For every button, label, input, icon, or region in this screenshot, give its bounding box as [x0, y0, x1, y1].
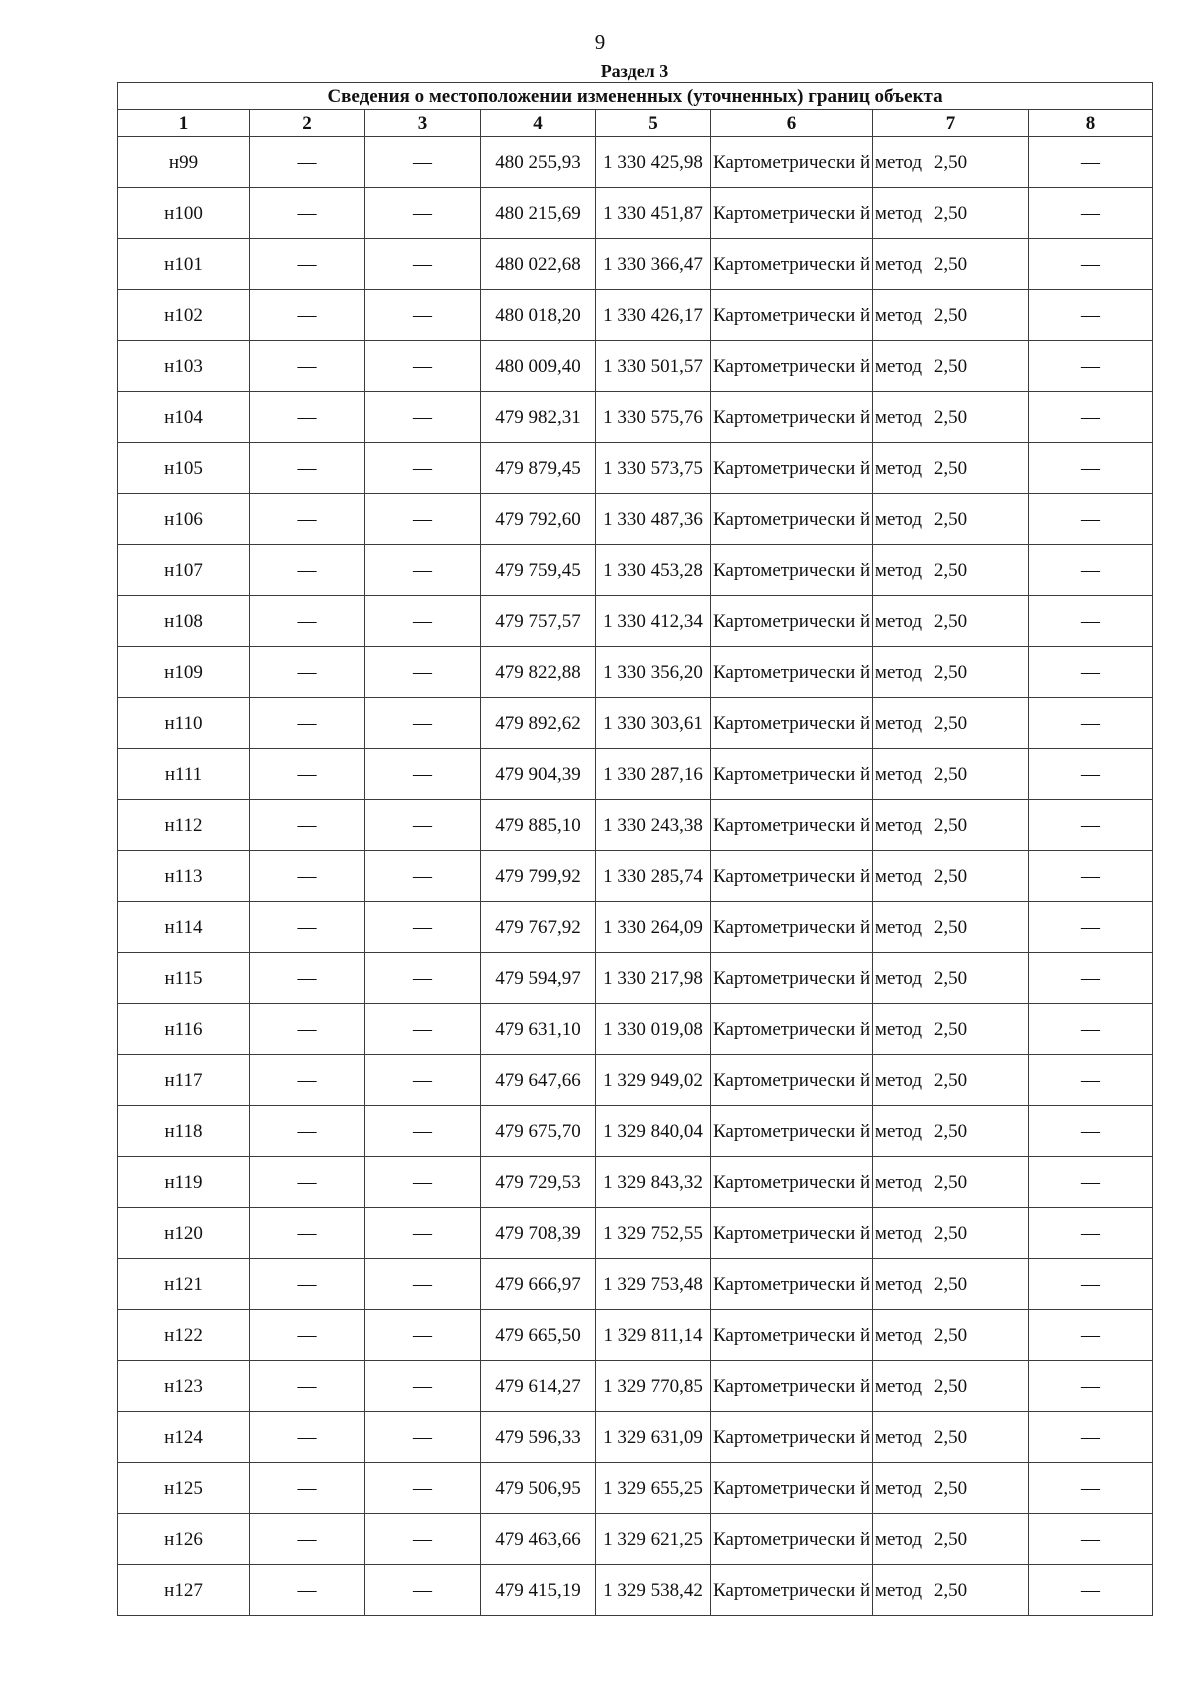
col4-value-cell: 479 822,88 — [481, 647, 596, 698]
col4-value-cell: 479 982,31 — [481, 392, 596, 443]
col7-value-cell: 2,50 — [873, 137, 1029, 188]
col4-value-cell: 479 759,45 — [481, 545, 596, 596]
col8-cell: — — [1029, 341, 1153, 392]
point-number-cell: н126 — [118, 1514, 250, 1565]
col2-cell: — — [250, 1514, 365, 1565]
col8-cell: — — [1029, 137, 1153, 188]
col3-cell: — — [365, 443, 481, 494]
table-row — [118, 698, 1153, 749]
col7-value-cell: 2,50 — [873, 1310, 1029, 1361]
col5-value-cell: 1 330 501,57 — [596, 341, 711, 392]
col5-value-cell: 1 329 840,04 — [596, 1106, 711, 1157]
col8-cell: — — [1029, 647, 1153, 698]
table-row — [118, 1004, 1153, 1055]
col7-value-cell: 2,50 — [873, 749, 1029, 800]
table-caption: Сведения о местоположении измененных (уточненных) границ объекта — [118, 83, 1153, 110]
col3-cell: — — [365, 902, 481, 953]
col8-cell: — — [1029, 1514, 1153, 1565]
point-number-cell: н114 — [118, 902, 250, 953]
point-number-cell: н105 — [118, 443, 250, 494]
col3-cell: — — [365, 392, 481, 443]
col3-cell: — — [365, 1004, 481, 1055]
col8-cell: — — [1029, 443, 1153, 494]
col2-cell: — — [250, 596, 365, 647]
table-row — [118, 1310, 1153, 1361]
col7-value-cell: 2,50 — [873, 1565, 1029, 1616]
column-number-3: 3 — [365, 110, 481, 137]
table-row — [118, 392, 1153, 443]
col2-cell: — — [250, 341, 365, 392]
col2-cell: — — [250, 443, 365, 494]
method-cell: Картометрически й метод — [711, 188, 873, 239]
col4-value-cell: 479 799,92 — [481, 851, 596, 902]
table-row — [118, 749, 1153, 800]
method-cell: Картометрически й метод — [711, 1565, 873, 1616]
col5-value-cell: 1 329 843,32 — [596, 1157, 711, 1208]
col5-value-cell: 1 330 019,08 — [596, 1004, 711, 1055]
col7-value-cell: 2,50 — [873, 1157, 1029, 1208]
table-row — [118, 1259, 1153, 1310]
col2-cell: — — [250, 1565, 365, 1616]
col2-cell: — — [250, 800, 365, 851]
col7-value-cell: 2,50 — [873, 1361, 1029, 1412]
col2-cell: — — [250, 749, 365, 800]
col3-cell: — — [365, 239, 481, 290]
col7-value-cell: 2,50 — [873, 1055, 1029, 1106]
col8-cell: — — [1029, 698, 1153, 749]
method-cell: Картометрически й метод — [711, 1412, 873, 1463]
col7-value-cell: 2,50 — [873, 494, 1029, 545]
col4-value-cell: 479 729,53 — [481, 1157, 596, 1208]
point-number-cell: н122 — [118, 1310, 250, 1361]
table-row — [118, 188, 1153, 239]
method-cell: Картометрически й метод — [711, 953, 873, 1004]
col2-cell: — — [250, 1412, 365, 1463]
table-row — [118, 239, 1153, 290]
point-number-cell: н113 — [118, 851, 250, 902]
col8-cell: — — [1029, 545, 1153, 596]
col5-value-cell: 1 330 356,20 — [596, 647, 711, 698]
col7-value-cell: 2,50 — [873, 1106, 1029, 1157]
col5-value-cell: 1 329 655,25 — [596, 1463, 711, 1514]
col4-value-cell: 479 792,60 — [481, 494, 596, 545]
method-cell: Картометрически й метод — [711, 1157, 873, 1208]
col8-cell: — — [1029, 1004, 1153, 1055]
method-cell: Картометрически й метод — [711, 443, 873, 494]
method-cell: Картометрически й метод — [711, 749, 873, 800]
point-number-cell: н104 — [118, 392, 250, 443]
method-cell: Картометрически й метод — [711, 647, 873, 698]
col8-cell: — — [1029, 239, 1153, 290]
col5-value-cell: 1 329 811,14 — [596, 1310, 711, 1361]
table-row — [118, 1361, 1153, 1412]
table-row — [118, 851, 1153, 902]
point-number-cell: н124 — [118, 1412, 250, 1463]
col8-cell: — — [1029, 1463, 1153, 1514]
method-cell: Картометрически й метод — [711, 902, 873, 953]
col3-cell: — — [365, 1055, 481, 1106]
col3-cell: — — [365, 1106, 481, 1157]
col5-value-cell: 1 330 573,75 — [596, 443, 711, 494]
method-cell: Картометрически й метод — [711, 545, 873, 596]
col5-value-cell: 1 330 366,47 — [596, 239, 711, 290]
col8-cell: — — [1029, 749, 1153, 800]
col8-cell: — — [1029, 1106, 1153, 1157]
col5-value-cell: 1 329 621,25 — [596, 1514, 711, 1565]
column-number-7: 7 — [873, 110, 1029, 137]
point-number-cell: н107 — [118, 545, 250, 596]
col5-value-cell: 1 330 451,87 — [596, 188, 711, 239]
method-cell: Картометрически й метод — [711, 1208, 873, 1259]
col2-cell: — — [250, 1106, 365, 1157]
col5-value-cell: 1 330 453,28 — [596, 545, 711, 596]
method-cell: Картометрически й метод — [711, 1055, 873, 1106]
point-number-cell: н109 — [118, 647, 250, 698]
col3-cell: — — [365, 1565, 481, 1616]
col4-value-cell: 479 675,70 — [481, 1106, 596, 1157]
col4-value-cell: 480 009,40 — [481, 341, 596, 392]
method-cell: Картометрически й метод — [711, 239, 873, 290]
col7-value-cell: 2,50 — [873, 443, 1029, 494]
col8-cell: — — [1029, 392, 1153, 443]
col2-cell: — — [250, 851, 365, 902]
table-body — [118, 137, 1153, 1616]
col7-value-cell: 2,50 — [873, 1004, 1029, 1055]
col2-cell: — — [250, 953, 365, 1004]
col3-cell: — — [365, 290, 481, 341]
col3-cell: — — [365, 545, 481, 596]
point-number-cell: н110 — [118, 698, 250, 749]
col3-cell: — — [365, 341, 481, 392]
table-row — [118, 1208, 1153, 1259]
table-row — [118, 953, 1153, 1004]
column-number-8: 8 — [1029, 110, 1153, 137]
col2-cell: — — [250, 1157, 365, 1208]
col5-value-cell: 1 329 631,09 — [596, 1412, 711, 1463]
col2-cell: — — [250, 1310, 365, 1361]
table-caption-row — [118, 83, 1153, 110]
column-number-4: 4 — [481, 110, 596, 137]
point-number-cell: н115 — [118, 953, 250, 1004]
col7-value-cell: 2,50 — [873, 239, 1029, 290]
table-row — [118, 290, 1153, 341]
col7-value-cell: 2,50 — [873, 392, 1029, 443]
col5-value-cell: 1 329 538,42 — [596, 1565, 711, 1616]
col5-value-cell: 1 330 575,76 — [596, 392, 711, 443]
col5-value-cell: 1 330 425,98 — [596, 137, 711, 188]
column-number-5: 5 — [596, 110, 711, 137]
boundary-coordinates-table — [117, 82, 1153, 1616]
col2-cell: — — [250, 1004, 365, 1055]
col5-value-cell: 1 330 285,74 — [596, 851, 711, 902]
col4-value-cell: 479 757,57 — [481, 596, 596, 647]
col5-value-cell: 1 330 303,61 — [596, 698, 711, 749]
col8-cell: — — [1029, 1361, 1153, 1412]
col3-cell: — — [365, 800, 481, 851]
method-cell: Картометрически й метод — [711, 392, 873, 443]
method-cell: Картометрически й метод — [711, 1361, 873, 1412]
column-number-2: 2 — [250, 110, 365, 137]
col7-value-cell: 2,50 — [873, 902, 1029, 953]
col3-cell: — — [365, 596, 481, 647]
col5-value-cell: 1 330 412,34 — [596, 596, 711, 647]
col2-cell: — — [250, 239, 365, 290]
point-number-cell: н123 — [118, 1361, 250, 1412]
col8-cell: — — [1029, 1565, 1153, 1616]
column-number-6: 6 — [711, 110, 873, 137]
col4-value-cell: 479 596,33 — [481, 1412, 596, 1463]
method-cell: Картометрически й метод — [711, 698, 873, 749]
table-row — [118, 494, 1153, 545]
col7-value-cell: 2,50 — [873, 647, 1029, 698]
col2-cell: — — [250, 137, 365, 188]
col8-cell: — — [1029, 953, 1153, 1004]
col3-cell: — — [365, 851, 481, 902]
col5-value-cell: 1 329 949,02 — [596, 1055, 711, 1106]
method-cell: Картометрически й метод — [711, 1463, 873, 1514]
point-number-cell: н103 — [118, 341, 250, 392]
method-cell: Картометрически й метод — [711, 494, 873, 545]
table-row — [118, 1463, 1153, 1514]
col2-cell: — — [250, 1463, 365, 1514]
col7-value-cell: 2,50 — [873, 800, 1029, 851]
col2-cell: — — [250, 494, 365, 545]
col4-value-cell: 479 708,39 — [481, 1208, 596, 1259]
col8-cell: — — [1029, 1310, 1153, 1361]
col4-value-cell: 479 666,97 — [481, 1259, 596, 1310]
col8-cell: — — [1029, 800, 1153, 851]
method-cell: Картометрически й метод — [711, 341, 873, 392]
col5-value-cell: 1 330 487,36 — [596, 494, 711, 545]
col7-value-cell: 2,50 — [873, 1463, 1029, 1514]
col2-cell: — — [250, 1361, 365, 1412]
col4-value-cell: 479 631,10 — [481, 1004, 596, 1055]
col2-cell: — — [250, 1055, 365, 1106]
table-row — [118, 800, 1153, 851]
point-number-cell: н108 — [118, 596, 250, 647]
col3-cell: — — [365, 1463, 481, 1514]
table-row — [118, 341, 1153, 392]
col2-cell: — — [250, 1259, 365, 1310]
col4-value-cell: 479 415,19 — [481, 1565, 596, 1616]
point-number-cell: н116 — [118, 1004, 250, 1055]
col3-cell: — — [365, 698, 481, 749]
col4-value-cell: 480 022,68 — [481, 239, 596, 290]
col8-cell: — — [1029, 596, 1153, 647]
col8-cell: — — [1029, 1208, 1153, 1259]
col8-cell: — — [1029, 902, 1153, 953]
point-number-cell: н100 — [118, 188, 250, 239]
method-cell: Картометрически й метод — [711, 1259, 873, 1310]
col4-value-cell: 480 018,20 — [481, 290, 596, 341]
col4-value-cell: 480 255,93 — [481, 137, 596, 188]
col3-cell: — — [365, 1514, 481, 1565]
col8-cell: — — [1029, 1055, 1153, 1106]
col4-value-cell: 479 506,95 — [481, 1463, 596, 1514]
col8-cell: — — [1029, 188, 1153, 239]
point-number-cell: н127 — [118, 1565, 250, 1616]
point-number-cell: н112 — [118, 800, 250, 851]
col7-value-cell: 2,50 — [873, 188, 1029, 239]
method-cell: Картометрически й метод — [711, 290, 873, 341]
section-title: Раздел 3 — [600, 61, 669, 81]
col5-value-cell: 1 329 752,55 — [596, 1208, 711, 1259]
col4-value-cell: 479 647,66 — [481, 1055, 596, 1106]
col7-value-cell: 2,50 — [873, 698, 1029, 749]
col4-value-cell: 479 665,50 — [481, 1310, 596, 1361]
col3-cell: — — [365, 1157, 481, 1208]
point-number-cell: н119 — [118, 1157, 250, 1208]
table-row — [118, 1514, 1153, 1565]
col8-cell: — — [1029, 494, 1153, 545]
col2-cell: — — [250, 392, 365, 443]
col8-cell: — — [1029, 851, 1153, 902]
col5-value-cell: 1 330 264,09 — [596, 902, 711, 953]
point-number-cell: н111 — [118, 749, 250, 800]
point-number-cell: н118 — [118, 1106, 250, 1157]
page-number: 9 — [594, 30, 606, 54]
col3-cell: — — [365, 1310, 481, 1361]
col2-cell: — — [250, 290, 365, 341]
col4-value-cell: 480 215,69 — [481, 188, 596, 239]
point-number-cell: н125 — [118, 1463, 250, 1514]
col5-value-cell: 1 330 243,38 — [596, 800, 711, 851]
col7-value-cell: 2,50 — [873, 341, 1029, 392]
table-row — [118, 1106, 1153, 1157]
table-row — [118, 545, 1153, 596]
table-row — [118, 1055, 1153, 1106]
table-row — [118, 596, 1153, 647]
col7-value-cell: 2,50 — [873, 596, 1029, 647]
col2-cell: — — [250, 545, 365, 596]
col2-cell: — — [250, 647, 365, 698]
point-number-cell: н120 — [118, 1208, 250, 1259]
col2-cell: — — [250, 698, 365, 749]
col3-cell: — — [365, 137, 481, 188]
column-number-1: 1 — [118, 110, 250, 137]
col4-value-cell: 479 767,92 — [481, 902, 596, 953]
col3-cell: — — [365, 494, 481, 545]
col2-cell: — — [250, 188, 365, 239]
col3-cell: — — [365, 188, 481, 239]
col3-cell: — — [365, 953, 481, 1004]
col3-cell: — — [365, 749, 481, 800]
point-number-cell: н102 — [118, 290, 250, 341]
col7-value-cell: 2,50 — [873, 545, 1029, 596]
point-number-cell: н121 — [118, 1259, 250, 1310]
col4-value-cell: 479 594,97 — [481, 953, 596, 1004]
col4-value-cell: 479 614,27 — [481, 1361, 596, 1412]
col8-cell: — — [1029, 1412, 1153, 1463]
table-row — [118, 1565, 1153, 1616]
col4-value-cell: 479 885,10 — [481, 800, 596, 851]
col3-cell: — — [365, 1412, 481, 1463]
col4-value-cell: 479 463,66 — [481, 1514, 596, 1565]
table-row — [118, 1412, 1153, 1463]
point-number-cell: н99 — [118, 137, 250, 188]
table-row — [118, 902, 1153, 953]
method-cell: Картометрически й метод — [711, 800, 873, 851]
column-number-row — [118, 110, 1153, 137]
table-row — [118, 137, 1153, 188]
point-number-cell: н117 — [118, 1055, 250, 1106]
col3-cell: — — [365, 1208, 481, 1259]
method-cell: Картометрически й метод — [711, 1106, 873, 1157]
col7-value-cell: 2,50 — [873, 1208, 1029, 1259]
method-cell: Картометрически й метод — [711, 137, 873, 188]
point-number-cell: н101 — [118, 239, 250, 290]
col8-cell: — — [1029, 290, 1153, 341]
table-row — [118, 647, 1153, 698]
col3-cell: — — [365, 1259, 481, 1310]
method-cell: Картометрически й метод — [711, 1004, 873, 1055]
col7-value-cell: 2,50 — [873, 851, 1029, 902]
method-cell: Картометрически й метод — [711, 596, 873, 647]
col4-value-cell: 479 879,45 — [481, 443, 596, 494]
col2-cell: — — [250, 902, 365, 953]
point-number-cell: н106 — [118, 494, 250, 545]
col5-value-cell: 1 329 753,48 — [596, 1259, 711, 1310]
col8-cell: — — [1029, 1157, 1153, 1208]
col3-cell: — — [365, 1361, 481, 1412]
col7-value-cell: 2,50 — [873, 1259, 1029, 1310]
table-row — [118, 1157, 1153, 1208]
method-cell: Картометрически й метод — [711, 851, 873, 902]
method-cell: Картометрически й метод — [711, 1310, 873, 1361]
col7-value-cell: 2,50 — [873, 1514, 1029, 1565]
col7-value-cell: 2,50 — [873, 290, 1029, 341]
col3-cell: — — [365, 647, 481, 698]
col5-value-cell: 1 330 426,17 — [596, 290, 711, 341]
col7-value-cell: 2,50 — [873, 953, 1029, 1004]
col7-value-cell: 2,50 — [873, 1412, 1029, 1463]
col4-value-cell: 479 892,62 — [481, 698, 596, 749]
method-cell: Картометрически й метод — [711, 1514, 873, 1565]
col2-cell: — — [250, 1208, 365, 1259]
table-row — [118, 443, 1153, 494]
col5-value-cell: 1 329 770,85 — [596, 1361, 711, 1412]
col5-value-cell: 1 330 217,98 — [596, 953, 711, 1004]
col8-cell: — — [1029, 1259, 1153, 1310]
col5-value-cell: 1 330 287,16 — [596, 749, 711, 800]
col4-value-cell: 479 904,39 — [481, 749, 596, 800]
